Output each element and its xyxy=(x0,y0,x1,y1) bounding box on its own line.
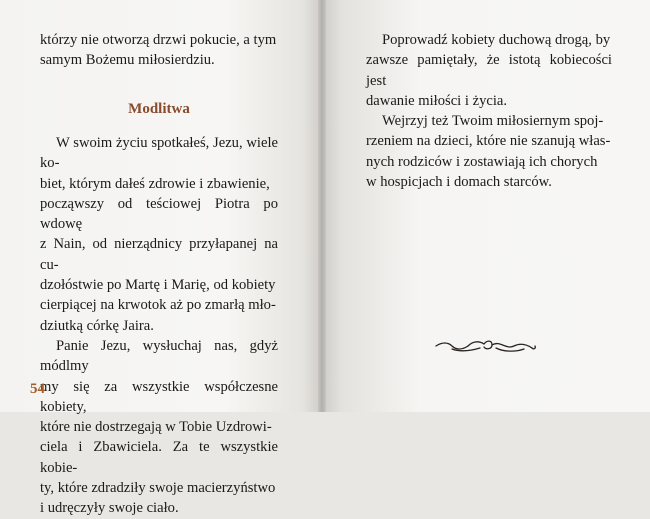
text-line: cierpiącej na krwotok aż po zmarłą mło- xyxy=(40,297,276,314)
section-heading: Modlitwa xyxy=(128,101,190,117)
text-line: dzołóstwie po Martę i Marię, od kobiety xyxy=(40,277,276,294)
text-line: ty, które zdradziły swoje macierzyństwo xyxy=(40,480,276,497)
text-line: które nie dostrzegają w Tobie Uzdrowi- xyxy=(40,419,272,436)
prayer-paragraph-1 xyxy=(40,133,278,336)
text-line: nych rodziców i zostawiają ich chorych xyxy=(366,153,598,170)
text-line: którzy nie otworzą drzwi pokucie, a tym xyxy=(40,32,277,48)
text-line: Wejrzyj też Twoim miłosiernym spoj- xyxy=(382,113,604,130)
text-line: Poprowadź kobiety duchową drogą, by xyxy=(382,32,611,48)
left-top-text xyxy=(40,30,278,71)
right-page-text xyxy=(366,30,612,192)
text-line: zawsze pamiętały, że istotą kobiecości jest xyxy=(366,52,612,89)
text-line: dziutką córkę Jaira. xyxy=(40,317,154,334)
prayer-paragraph-2 xyxy=(40,336,278,519)
text-line: ciela i Zbawiciela. Za te wszystkie kobie- xyxy=(40,439,278,476)
text-line: w hospicjach i domach starców. xyxy=(366,174,552,191)
text-line: my się za wszystkie współczesne kobiety, xyxy=(40,378,278,415)
text-line: biet, którym dałeś zdrowie i zbawienie, xyxy=(40,175,270,192)
book-gutter xyxy=(318,0,326,412)
text-line: Panie Jezu, wysłuchaj nas, gdyż módlmy xyxy=(40,337,278,375)
ornament-flourish-icon xyxy=(434,336,538,356)
text-line: rzeniem na dzieci, które nie szanują włas- xyxy=(366,133,611,150)
page-number: 54 xyxy=(30,381,45,397)
right-paragraph-1 xyxy=(366,30,612,111)
text-line: począwszy od teściowej Piotra po wdowę xyxy=(40,195,278,233)
text-line: z Nain, od nierządnicy przyłapanej na cu- xyxy=(40,236,278,273)
prayer-text xyxy=(40,133,278,519)
left-top-paragraph xyxy=(40,30,278,71)
text-line: dawanie miłości i życia. xyxy=(366,92,508,109)
text-line: samym Bożemu miłosierdziu. xyxy=(40,52,215,69)
right-paragraph-2 xyxy=(366,111,612,192)
text-line: W swoim życiu spotkałeś, Jezu, wiele ko- xyxy=(40,135,278,172)
left-page xyxy=(0,0,322,517)
text-line: i udręczyły swoje ciało. xyxy=(40,500,179,517)
